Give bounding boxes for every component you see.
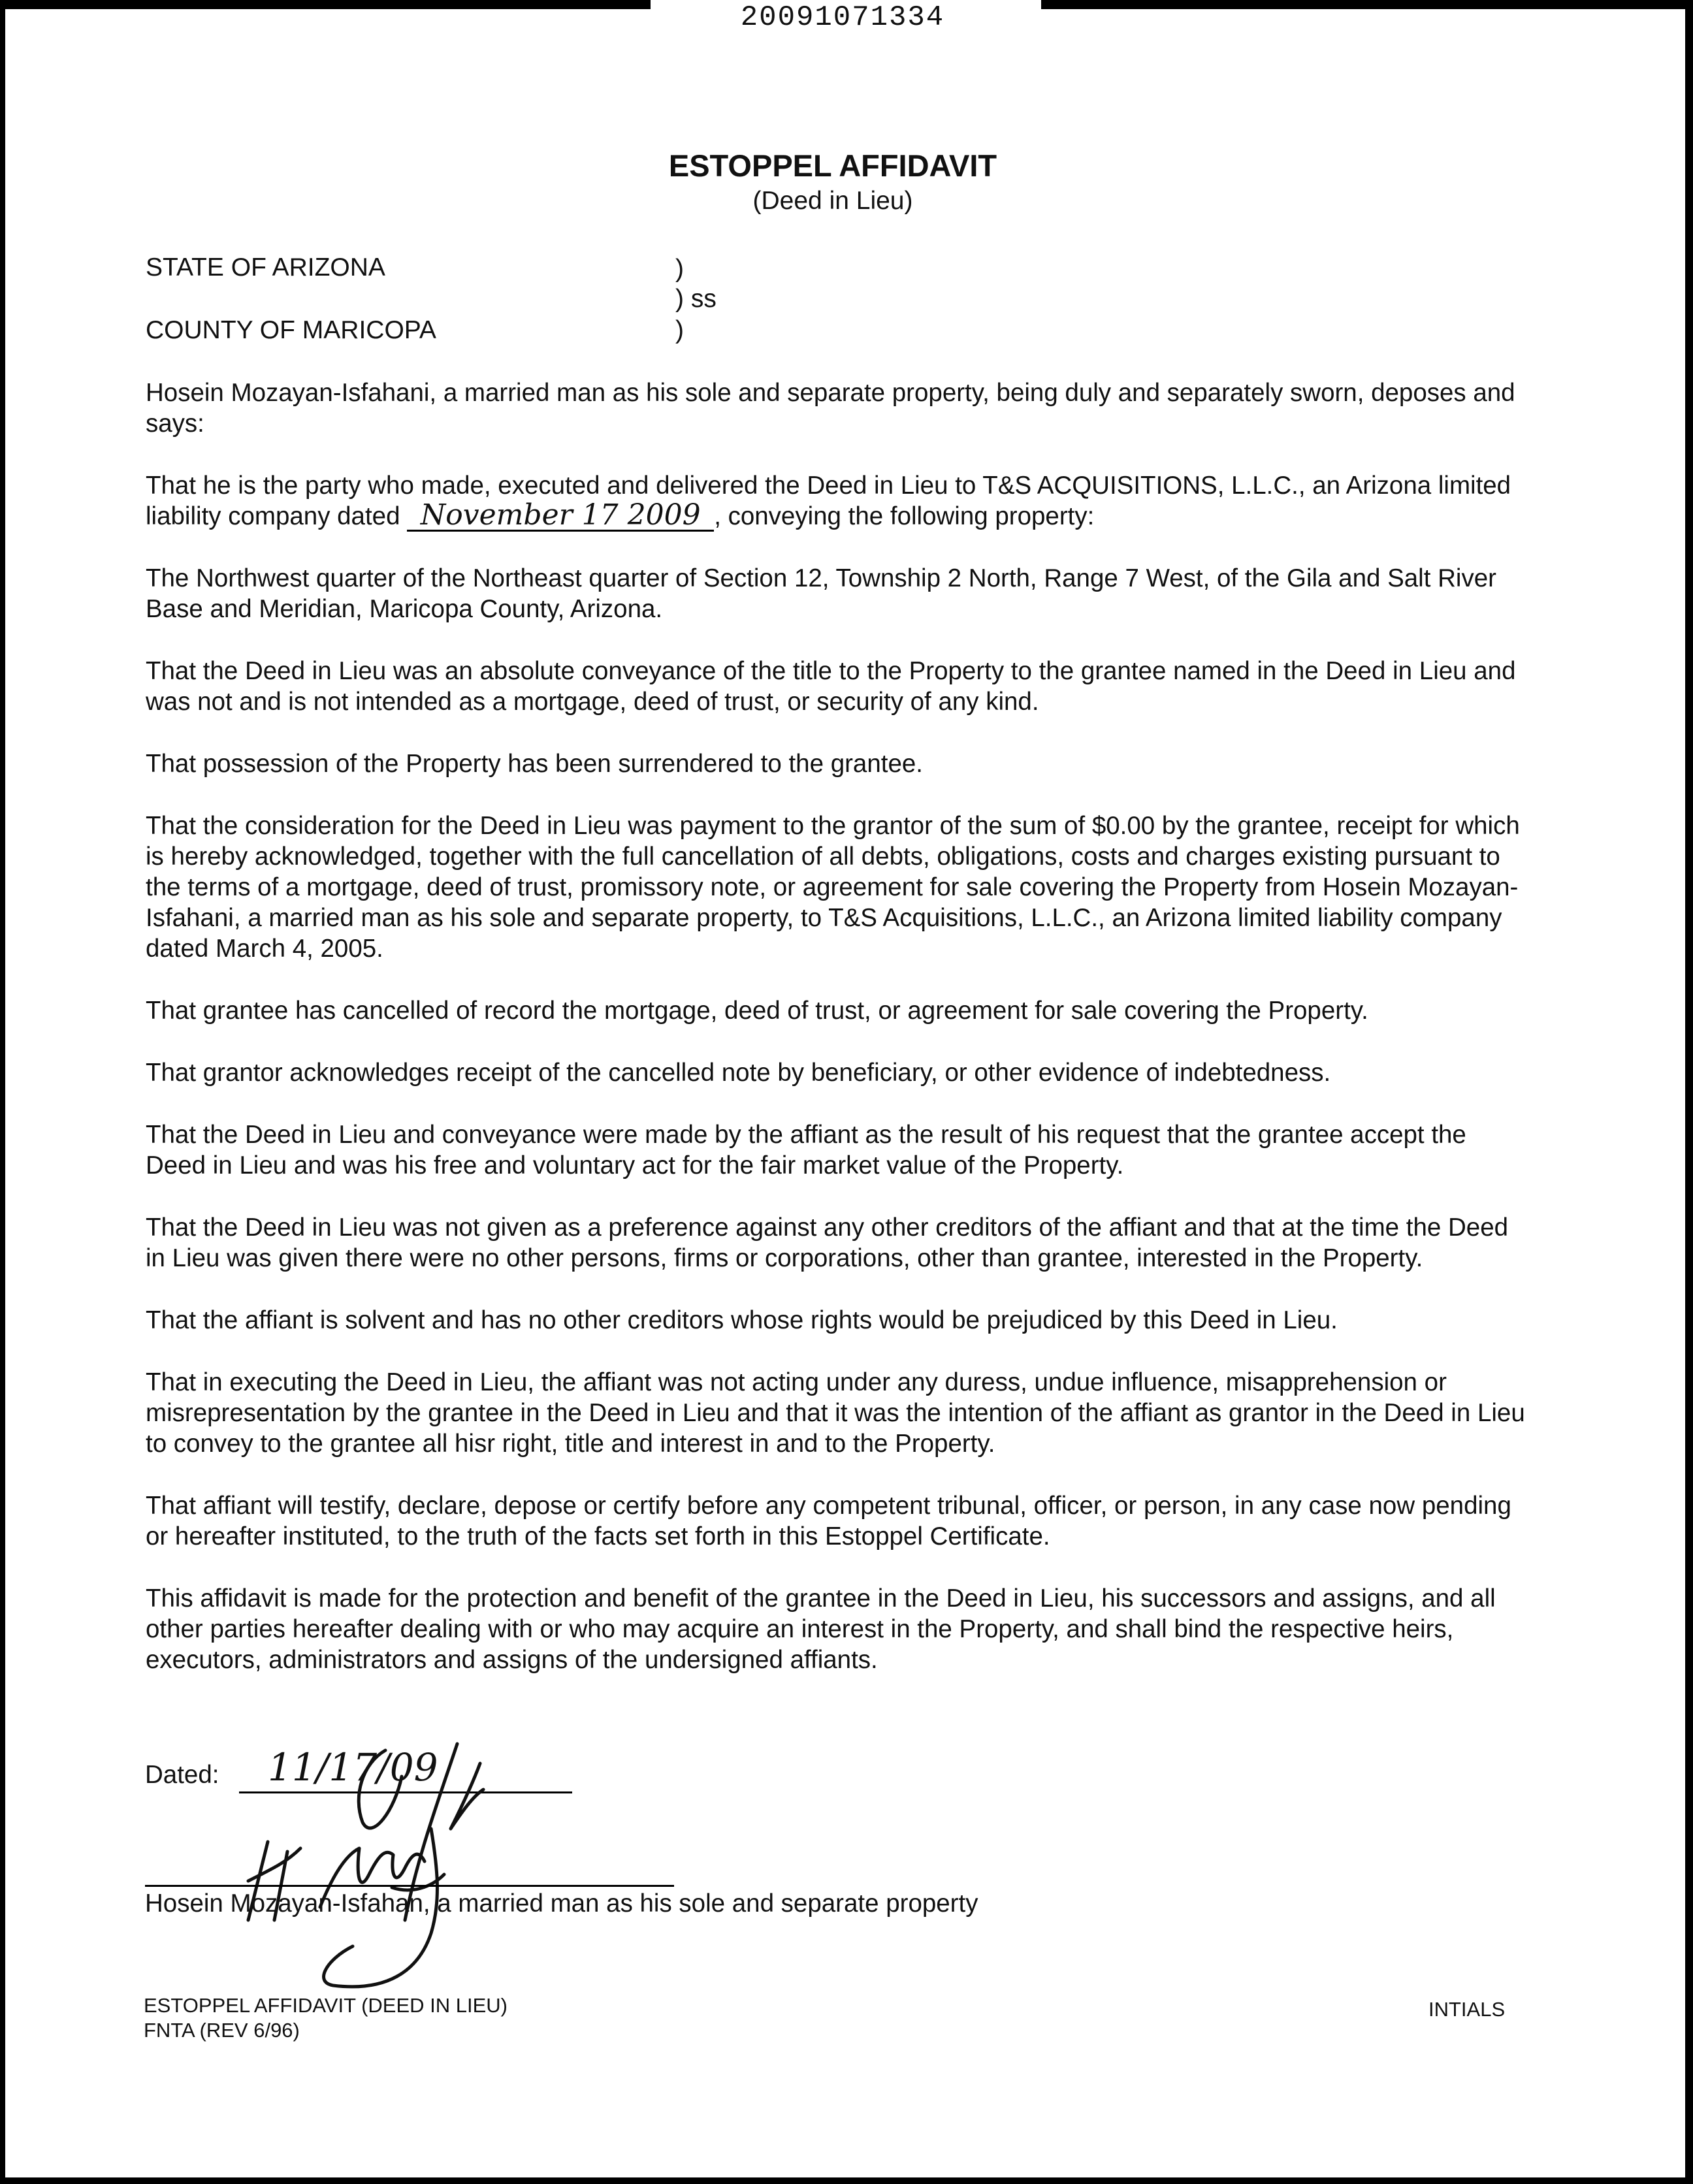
handwritten-signing-date: 11/17/09 <box>268 1745 438 1790</box>
testimony-paragraph: That affiant will testify, declare, depose or certify before any competent tribunal, officer, or person, in any case now pending or hereafter instituted, to the truth of the facts set forth in this Estoppel Certificate. <box>146 1492 1511 1550</box>
voluntary-act-paragraph: That the Deed in Lieu and conveyance were made by the affiant as the result of his request that the grantee accept the Deed in Lieu and was his free and voluntary act for the fair market value of the Property. <box>146 1121 1466 1180</box>
affidavit-body <box>146 377 1530 1707</box>
venue-state: STATE OF ARIZONA <box>146 253 385 281</box>
venue-paren-bottom: ) <box>675 316 684 344</box>
legal-description: The Northwest quarter of the Northeast quarter of Section 12, Township 2 North, Range 7 West, of the Gila and Salt River Base and Meridian, Maricopa County, Arizona. <box>146 564 1496 623</box>
page-border-top-right <box>1041 0 1693 9</box>
handwritten-signature <box>222 1724 549 1999</box>
conveyance-paragraph: That the Deed in Lieu was an absolute conveyance of the title to the Property to the grantee named in the Deed in Lieu and was not and is not intended as a mortgage, deed of trust, or security of any kind. <box>146 657 1516 716</box>
page-border-top-left <box>0 0 651 9</box>
signer-name: Hosein Mozayan-Isfahan, a married man as his sole and separate property <box>145 1889 978 1918</box>
page-border-bottom <box>0 2177 1693 2184</box>
preference-paragraph: That the Deed in Lieu was not given as a preference against any other creditors of the affiant and that at the time the Deed in Lieu was given there were no other persons, firms or corporations, other than grantee, interested in the Property. <box>146 1213 1509 1272</box>
page-border-left <box>0 0 5 2184</box>
deed-paragraph-tail: , conveying the following property: <box>714 502 1095 530</box>
receipt-paragraph: That grantor acknowledges receipt of the cancelled note by beneficiary, or other evidence of indebtedness. <box>146 1059 1331 1087</box>
benefit-paragraph: This affidavit is made for the protection and benefit of the grantee in the Deed in Lieu, his successors and assigns, and all other parties hereafter dealing with or who may acquire an interest in the Property, and shall bind the respective heirs, executors, administrators and assigns of the undersigned affiants. <box>146 1584 1496 1674</box>
venue-ss: ) ss <box>675 285 717 313</box>
form-name: ESTOPPEL AFFIDAVIT (DEED IN LIEU) <box>144 1994 508 2017</box>
handwritten-deed-date: November 17 2009 <box>407 501 714 532</box>
consideration-paragraph: That the consideration for the Deed in Lieu was payment to the grantor of the sum of $0.00 by the grantee, receipt for which is hereby acknowledged, together with the full cancellation of all debts, obligations, costs and charges existing pursuant to the terms of a mortgage, deed of trust, promissory note, or agreement for sale covering the Property from Hosein Mozayan-Isfahani, a married man as his sole and separate property, to T&S Acquisitions, L.L.C., an Arizona limited liability company dated March 4, 2005. <box>146 812 1520 963</box>
signature-line <box>145 1885 674 1887</box>
document-subtitle: (Deed in Lieu) <box>752 187 913 215</box>
cancellation-paragraph: That grantee has cancelled of record the mortgage, deed of trust, or agreement for sale covering the Property. <box>146 997 1368 1025</box>
venue-paren-top: ) <box>675 255 684 283</box>
page-border-right <box>1685 0 1693 2184</box>
possession-paragraph: That possession of the Property has been surrendered to the grantee. <box>146 750 923 778</box>
duress-paragraph: That in executing the Deed in Lieu, the affiant was not acting under any duress, undue influence, misapprehension or misrepresentation by the grantee in the Deed in Lieu and that it was the intention of the affiant as grantor in the Deed in Lieu to convey to the grantee all hisr right, title and interest in and to the Property. <box>146 1368 1525 1458</box>
form-revision: FNTA (REV 6/96) <box>144 2019 300 2042</box>
initials-label: INTIALS <box>1428 1998 1506 2021</box>
intro-paragraph: Hosein Mozayan-Isfahani, a married man as his sole and separate property, being duly and separately sworn, deposes and says: <box>146 379 1515 438</box>
venue-county: COUNTY OF MARICOPA <box>146 316 436 344</box>
document-title: ESTOPPEL AFFIDAVIT <box>668 148 997 183</box>
solvency-paragraph: That the affiant is solvent and has no other creditors whose rights would be prejudiced by this Deed in Lieu. <box>146 1306 1338 1334</box>
deed-paragraph <box>146 470 1530 532</box>
recording-number: 20091071334 <box>740 1 945 34</box>
dated-label: Dated: <box>145 1761 219 1789</box>
deed-paragraph-text: That he is the party who made, executed and delivered the Deed in Lieu to T&S ACQUISITIONS, L.L.C., an Arizona limited liability company dated <box>146 472 1511 530</box>
